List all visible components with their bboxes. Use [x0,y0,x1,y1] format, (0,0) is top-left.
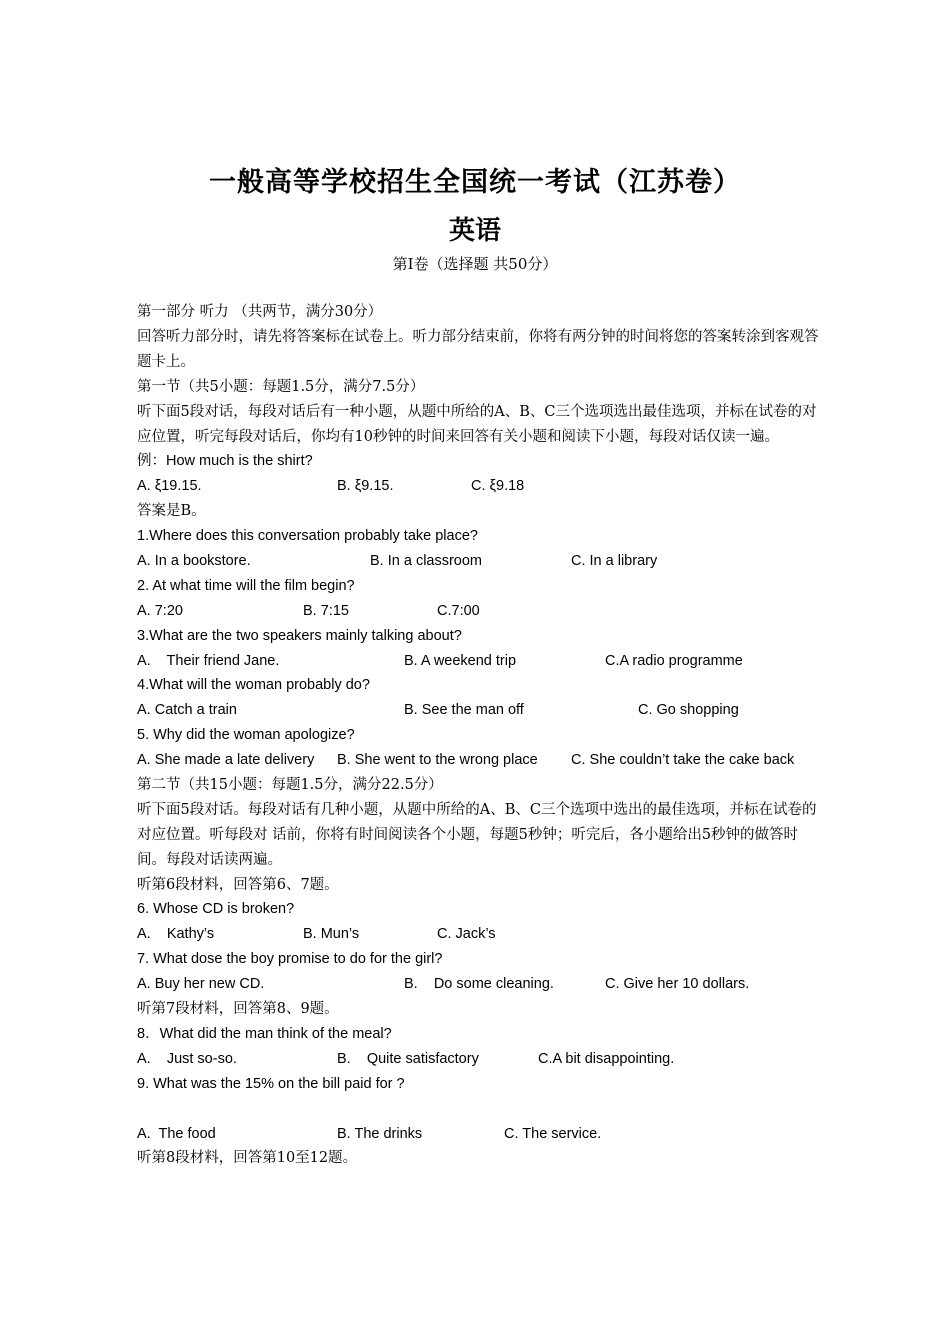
option-c: C.7:00 [437,602,480,619]
option-c: C.A bit disappointing. [538,1050,675,1067]
question-3-options [137,649,827,674]
example-question: 例：How much is the shirt? [137,453,313,470]
option-a: A. The food [137,1125,216,1142]
section2-intro: 听下面5段对话。每段对话有几种小题，从题中所给的A、B、C三个选项中选出的最佳选项，并标在试卷的对应位置。听每段对 话前，你将有时间阅读各个小题，每题5秒钟；听完后，各小题给出5秒钟的做答时间。每段对话读两遍。 [137,801,817,868]
question-3: 3.What are the two speakers mainly talking about? [137,627,462,644]
option-a: A. Catch a train [137,702,237,719]
question-9-options [137,1122,827,1147]
material-7-instruction: 听第7段材料，回答第8、9题。 [137,1001,339,1018]
question-7-options [137,972,827,997]
question-5: 5. Why did the woman apologize? [137,727,355,744]
material-6-instruction: 听第6段材料，回答第6、7题。 [137,876,339,893]
option-b: B. A weekend trip [404,652,517,669]
option-a: A. Their friend Jane. [137,652,280,669]
option-c: C. In a library [571,552,658,569]
question-6: 6. Whose CD is broken? [137,901,295,918]
part1-heading: 第一节（共5小题：每题1.5分，满分7.5分） [137,378,425,395]
question-4-options [137,698,827,723]
section2-heading: 第二节（共15小题：每题1.5分，满分22.5分） [137,776,443,793]
option-b: B. In a classroom [370,552,483,569]
option-a: A. In a bookstore. [137,552,251,569]
exam-body [137,300,827,1171]
option-a: A. 7:20 [137,602,183,619]
option-b: B. She went to the wrong place [337,752,538,769]
example-answer: 答案是B。 [137,503,206,520]
section1-heading: 第一部分 听力 （共两节，满分30分） [137,304,383,320]
question-8: 8．What did the man think of the meal? [137,1025,392,1042]
volume-heading: 第Ⅰ卷（选择题 共50分） [392,255,558,273]
question-7: 7. What dose the boy promise to do for the girl? [137,951,443,968]
option-b: B. Mun’s [303,926,360,943]
option-b: B. ξ9.15. [337,478,394,495]
question-2-options [137,599,827,624]
option-c: C. Give her 10 dollars. [605,976,750,993]
option-a: A. Just so-so. [137,1050,237,1067]
option-a: A. She made a late delivery [137,752,315,769]
material-8-instruction: 听第8段材料，回答第10至12题。 [137,1150,358,1167]
option-c: C. The service. [504,1125,602,1142]
question-9: 9. What was the 15% on the bill paid for ? [137,1075,405,1092]
option-c: C. She couldn’t take the cake back [571,752,795,769]
option-b: B. See the man off [404,702,524,719]
option-a: A. Buy her new CD. [137,976,265,993]
question-1-options [137,549,827,574]
option-b: B. Quite satisfactory [337,1050,479,1067]
option-a: A. ξ19.15. [137,478,202,495]
option-c: C. Go shopping [638,702,739,719]
option-b: B. Do some cleaning. [404,976,554,993]
question-6-options [137,922,827,947]
blank-line [137,1097,827,1122]
option-b: B. 7:15 [303,602,349,619]
section1-intro: 回答听力部分时，请先将答案标在试卷上。听力部分结束前，你将有两分钟的时间将您的答案转涂到客观答题卡上。 [137,328,819,370]
question-2: 2. At what time will the film begin? [137,577,355,594]
option-a: A. Kathy’s [137,926,215,943]
option-c: C. ξ9.18 [471,478,525,495]
subject-title: 英语 [448,216,501,246]
option-c: C.A radio programme [605,652,743,669]
option-c: C. Jack’s [437,926,496,943]
question-1: 1.Where does this conversation probably take place? [137,528,478,545]
part1-intro: 听下面5段对话，每段对话后有一种小题，从题中所给的A、B、C三个选项选出最佳选项，并标在试卷的对应位置，听完每段对话后，你均有10秒钟的时间来回答有关小题和阅读下小题，每段对话仅读一遍。 [137,403,817,445]
example-options [137,474,827,499]
question-5-options [137,748,827,773]
exam-title: 一般高等学校招生全国统一考试（江苏卷） [209,167,741,198]
question-8-options [137,1047,827,1072]
question-4: 4.What will the woman probably do? [137,677,370,694]
option-b: B. The drinks [337,1125,423,1142]
